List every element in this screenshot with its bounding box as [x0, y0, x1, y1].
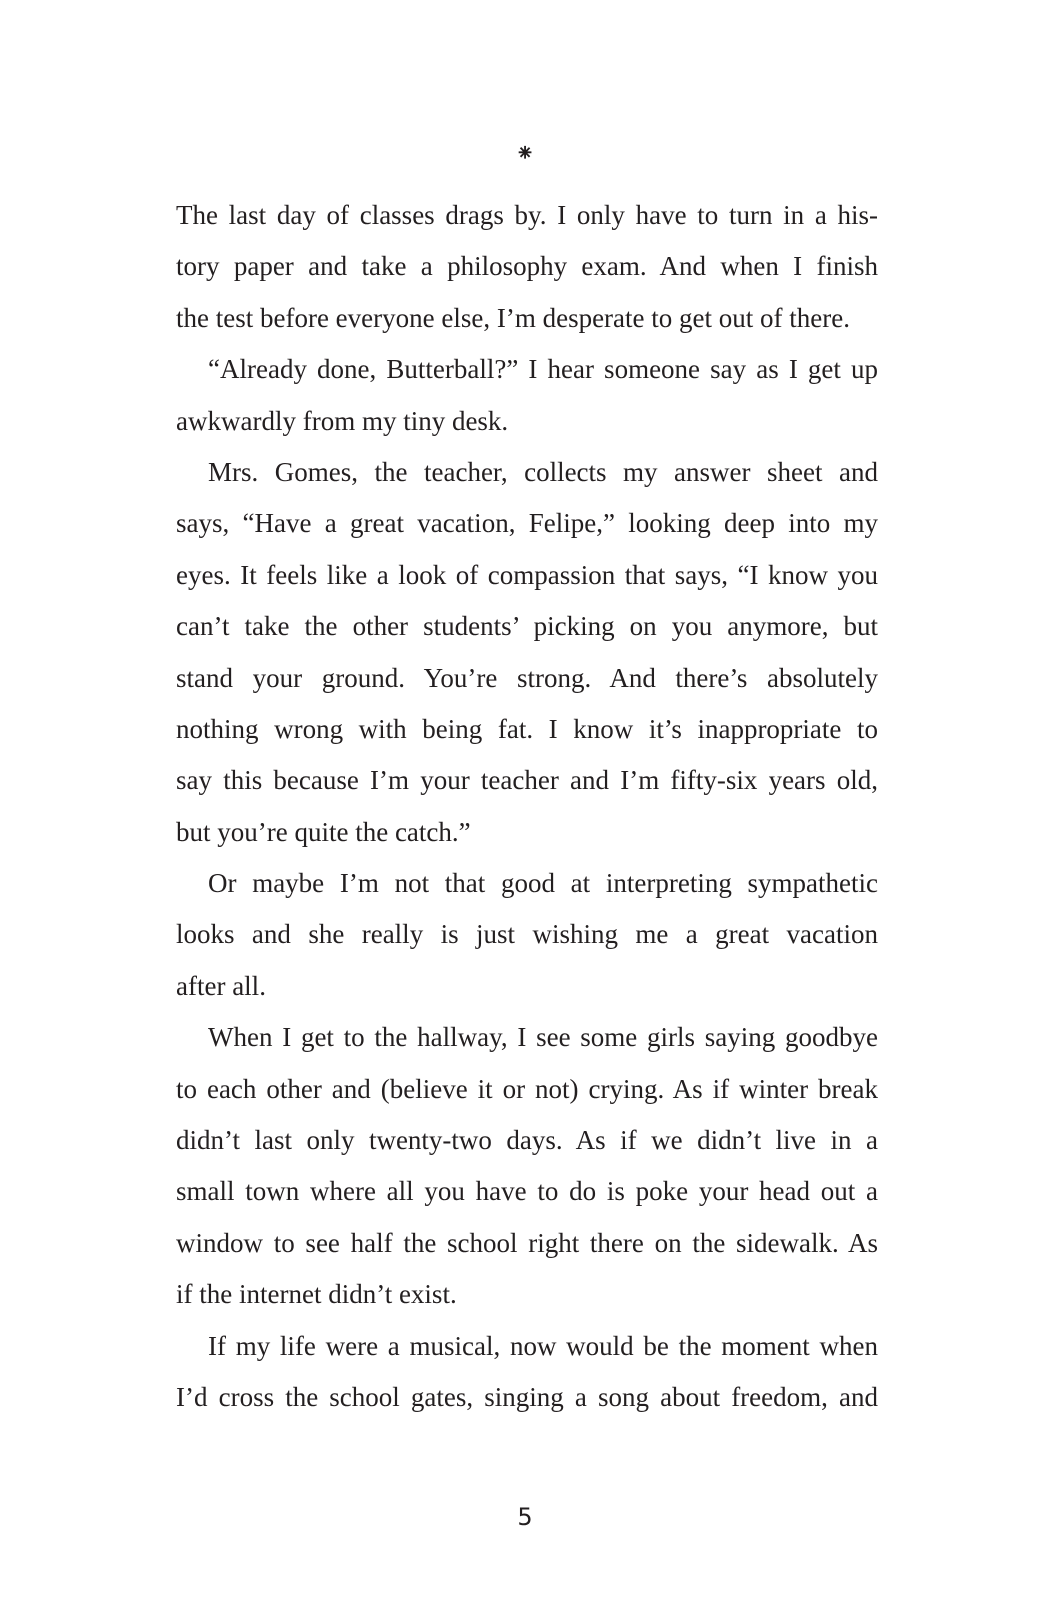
text-line: can’t take the other students’ picking on you anymore, but [176, 611, 878, 642]
text-line: says, “Have a great vacation, Felipe,” looking deep into my [176, 508, 878, 539]
text-line: “Already done, Butterball?” I hear someone say as I get up [208, 354, 878, 385]
text-line: Mrs. Gomes, the teacher, collects my answer sheet and [208, 456, 878, 487]
text-line: if the internet didn’t exist. [176, 1279, 457, 1310]
text-line: stand your ground. You’re strong. And there’s absolutely [176, 662, 878, 693]
text-line: awkwardly from my tiny desk. [176, 405, 509, 436]
section-break-ornament: ⁕ [514, 141, 536, 167]
text-line: the test before everyone else, I’m desperate to get out of there. [176, 302, 850, 333]
text-line: looks and she really is just wishing me a great vacation [176, 919, 878, 950]
text-line: When I get to the hallway, I see some girls saying goodbye [208, 1022, 878, 1053]
text-line: didn’t last only twenty-two days. As if we didn’t live in a [176, 1125, 878, 1156]
text-line: window to see half the school right there on the sidewalk. As [176, 1227, 878, 1258]
text-line: If my life were a musical, now would be the moment when [208, 1330, 878, 1361]
text-line: nothing wrong with being fat. I know it’s inappropriate to [176, 713, 878, 744]
text-line: eyes. It feels like a look of compassion that says, “I know you [176, 559, 878, 590]
text-line: tory paper and take a philosophy exam. And when I finish [176, 251, 878, 282]
body-text [176, 190, 878, 1423]
text-line: Or maybe I’m not that good at interpreting sympathetic [208, 868, 878, 899]
page-number: 5 [517, 1503, 533, 1531]
text-line: The last day of classes drags by. I only have to turn in a his- [176, 200, 878, 230]
text-line: small town where all you have to do is poke your head out a [176, 1176, 878, 1207]
text-line: after all. [176, 970, 266, 1001]
text-line: but you’re quite the catch.” [176, 816, 471, 847]
text-line: to each other and (believe it or not) crying. As if winter break [176, 1073, 878, 1104]
text-line: I’d cross the school gates, singing a song about freedom, and [176, 1381, 878, 1412]
text-line: say this because I’m your teacher and I’m fifty-six years old, [176, 765, 878, 796]
